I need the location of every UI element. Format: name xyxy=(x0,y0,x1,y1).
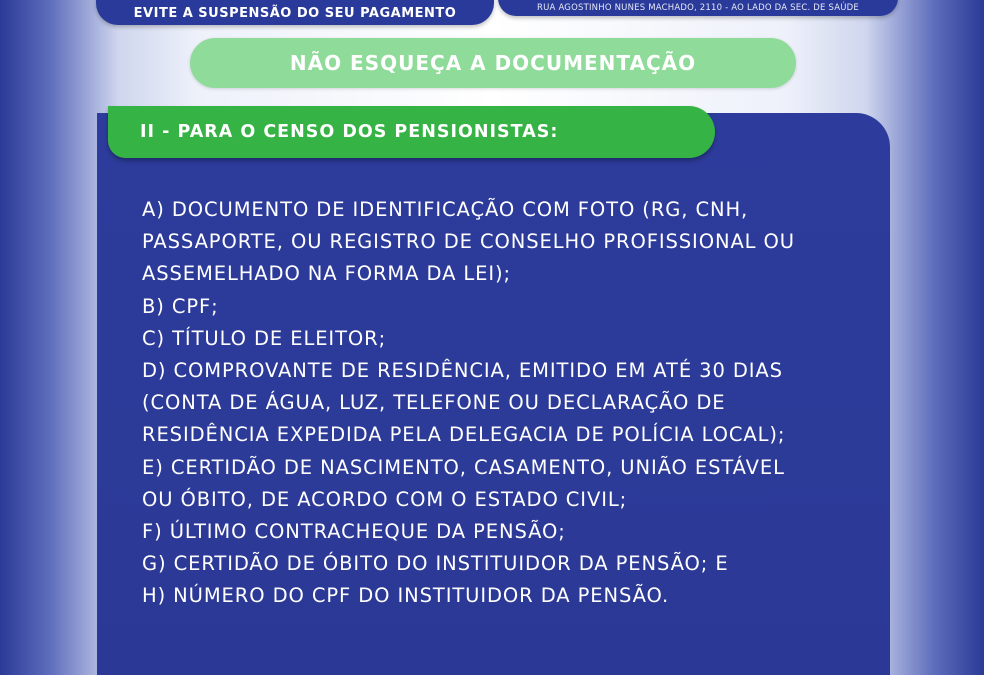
document-line: PASSAPORTE, OU REGISTRO DE CONSELHO PROFISSIONAL OU xyxy=(142,230,795,254)
document-line: E) CERTIDÃO DE NASCIMENTO, CASAMENTO, UNIÃO ESTÁVEL xyxy=(142,455,785,479)
document-line: A) DOCUMENTO DE IDENTIFICAÇÃO COM FOTO (RG, CNH, xyxy=(142,198,749,221)
section-header-tab xyxy=(108,106,715,158)
documentation-reminder-pill xyxy=(190,38,796,88)
top-banner-left-text: EVITE A SUSPENSÃO DO SEU PAGAMENTO xyxy=(133,6,457,21)
document-line: OU ÓBITO, DE ACORDO COM O ESTADO CIVIL; xyxy=(142,487,628,511)
document-line: H) NÚMERO DO CPF DO INSTITUIDOR DA PENSÃO. xyxy=(142,584,670,608)
documentation-reminder-text: NÃO ESQUEÇA A DOCUMENTAÇÃO xyxy=(289,51,697,75)
document-line: ASSEMELHADO NA FORMA DA LEI); xyxy=(142,262,512,286)
document-line: F) ÚLTIMO CONTRACHEQUE DA PENSÃO; xyxy=(142,520,566,544)
document-line: D) COMPROVANTE DE RESIDÊNCIA, EMITIDO EM ATÉ 30 DIAS xyxy=(142,359,783,383)
document-line: G) CERTIDÃO DE ÓBITO DO INSTITUIDOR DA PENSÃO; E xyxy=(142,552,729,576)
document-line: B) CPF; xyxy=(142,294,219,318)
document-list xyxy=(142,194,862,613)
top-banner-left xyxy=(96,0,494,25)
top-banner-right xyxy=(498,0,898,16)
document-line: (CONTA DE ÁGUA, LUZ, TELEFONE OU DECLARAÇÃO DE xyxy=(142,391,726,415)
address-text: RUA AGOSTINHO NUNES MACHADO, 2110 - AO LADO DA SEC. DE SAÚDE xyxy=(537,3,859,13)
document-line: RESIDÊNCIA EXPEDIDA PELA DELEGACIA DE POLÍCIA LOCAL); xyxy=(142,423,786,447)
section-title: II - PARA O CENSO DOS PENSIONISTAS: xyxy=(140,122,559,142)
document-line: C) TÍTULO DE ELEITOR; xyxy=(142,326,387,350)
